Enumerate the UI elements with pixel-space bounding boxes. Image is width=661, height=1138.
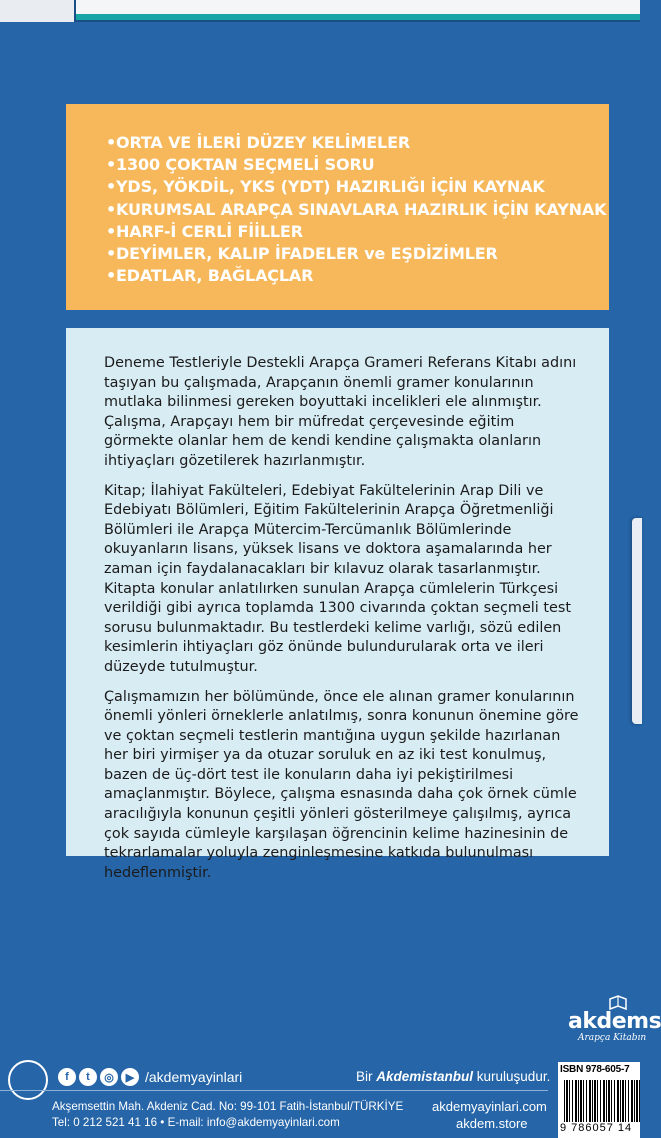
tulip-logo-icon [8, 1060, 48, 1100]
barcode-bars [564, 1080, 640, 1122]
feature-item: •HARF-İ CERLİ FİİLLER [106, 221, 303, 241]
foundation-brand: Akdemistanbul [376, 1069, 474, 1084]
publisher-website[interactable]: akdemyayinlari.com [432, 1099, 547, 1114]
description-paragraph-1: Deneme Testleriyle Destekli Arapça Grameri Referans Kitabı adını taşıyan bu çalışmada, Arapçanın önemli gramer konularının mutlaka bilinmesi gereken boyuttaki incelikleri ele alınmıştır. Çalışma, Arapçayı hem bir müfredat çerçevesinde eğitim görmekte olanlar hem de kendi kendine çalışmakta olanların ihtiyaçları gözetilerek hazırlanmıştır. [104, 355, 577, 469]
social-icons [58, 1068, 139, 1086]
feature-item: •YDS, YÖKDİL, YKS (YDT) HAZIRLIĞI İÇİN KAYNAK [106, 177, 545, 197]
description-box [66, 328, 609, 881]
twitter-icon[interactable]: t [79, 1068, 97, 1086]
logo-subtitle: Arapça Kitabın [578, 1033, 647, 1043]
foundation-text [356, 1069, 550, 1084]
description-paragraph-2: Kitap; İlahiyat Fakülteleri, Edebiyat Fakültelerinin Arap Dili ve Edebiyatı Bölümleri, Eğitim Fakültelerinin Arapça Öğretmenliği Bölümleri ile Arapça Mütercim-Tercümanlık Bölümlerinde okuyanların lisans, yüksek lisans ve doktora aşamalarında her zaman için faydalanacakları bir kılavuz olarak tasarlanmıştır. Kitapta konular anlatılırken sunulan Arapça cümlelerin Türkçesi verildiği gibi ayrıca toplamda 1300 civarında çoktan seçmeli test sorusu bulunmaktadır. Bu testlerdeki kelime varlığı, sözü edilen kesimlerin ihtiyaçları göz önünde bulundurularak orta ve ileri düzeyde tutulmuştur. [104, 482, 572, 675]
instagram-icon[interactable]: ◎ [100, 1068, 118, 1086]
top-left-panel [0, 0, 74, 22]
youtube-icon[interactable]: ▶ [121, 1068, 139, 1086]
foundation-prefix: Bir [356, 1069, 377, 1084]
publisher-contact: Tel: 0 212 521 41 16 • E-mail: info@akdemyayinlari.com [52, 1116, 340, 1129]
publisher-store-link[interactable]: akdem.store [456, 1116, 528, 1131]
description-paragraph-3: Çalışmamızın her bölümünde, önce ele alınan gramer konularının önemli yönleri örneklerle anlatılmış, sonra konunun önemine göre ve çoktan seçmeli testlerin mantığına uygun şekilde hazırlanan her biri yirmişer ya da otuzar soruluk en az iki test konulmuş, bazen de üç-dört test ile konuların daha iyi pekiştirilmesi amaçlanmıştır. Böylece, çalışma esnasında daha çok örnek cümle aracılığıyla konunun çeşitli yönleri gösterilmeye çalışılmış, ayrıca çok sayıda cümleyle karşılaşan öğrencinin kelime hazinesinin de tekrarlamalar yoluyla zenginleşmesine katkıda bulunulması hedeflenmiştir. [104, 688, 579, 881]
feature-item: •DEYİMLER, KALIP İFADELER ve EŞDİZİMLER [106, 244, 498, 264]
social-handle[interactable]: /akdemyayinlari [145, 1069, 243, 1085]
feature-item: •KURUMSAL ARAPÇA SINAVLARA HAZIRLIK İÇİN KAYNAK [106, 199, 607, 219]
footer-divider [0, 1090, 548, 1091]
page-edge-tab[interactable] [632, 518, 642, 724]
features-list [106, 132, 609, 287]
isbn-text: ISBN 978-605-7 [560, 1064, 630, 1075]
top-card [76, 0, 640, 20]
feature-item: •ORTA VE İLERİ DÜZEY KELİMELER [106, 133, 411, 152]
feature-item: •1300 ÇOKTAN SEÇMELİ SORU [106, 155, 375, 175]
features-box [66, 104, 609, 310]
logo-name: akdems [568, 1009, 661, 1034]
barcode-number: 9 786057 14 [560, 1122, 633, 1134]
foundation-suffix: kuruluşudur. [473, 1069, 551, 1084]
facebook-icon[interactable]: f [58, 1068, 76, 1086]
publisher-logo [560, 993, 661, 1043]
isbn-barcode [558, 1062, 640, 1138]
feature-item: •EDATLAR, BAĞLAÇLAR [106, 266, 314, 286]
publisher-address: Akşemsettin Mah. Akdeniz Cad. No: 99-101 Fatih-İstanbul/TÜRKİYE [52, 1100, 404, 1113]
